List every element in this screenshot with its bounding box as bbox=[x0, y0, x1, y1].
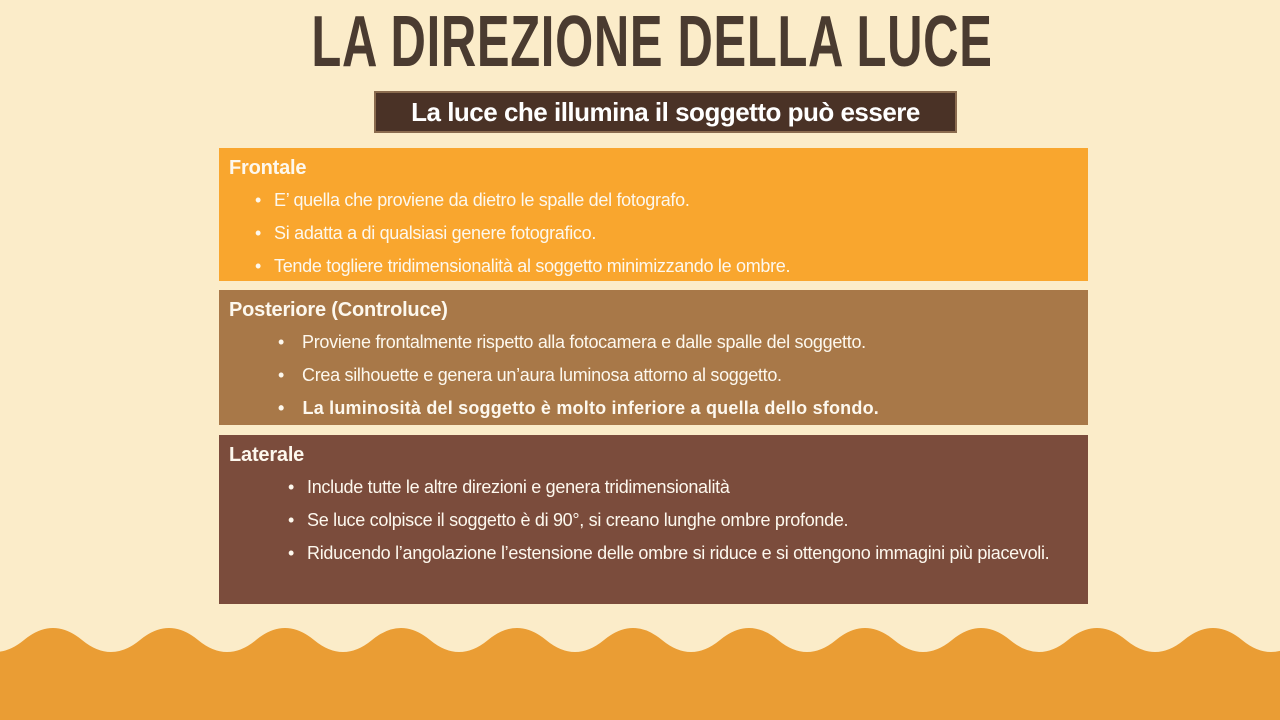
bullet-text: La luminosità del soggetto è molto inferiore a quella dello sfondo. bbox=[302, 398, 879, 418]
bullet-icon: • bbox=[288, 543, 295, 563]
bullet-item bbox=[229, 504, 1076, 537]
bullet-text: Se luce colpisce il soggetto è di 90°, si creano lunghe ombre profonde. bbox=[307, 510, 849, 530]
bullet-text: Si adatta a di qualsiasi genere fotografico. bbox=[274, 223, 597, 243]
bullet-text: Tende togliere tridimensionalità al soggetto minimizzando le ombre. bbox=[274, 256, 791, 276]
bullet-text: E’ quella che proviene da dietro le spalle del fotografo. bbox=[274, 190, 690, 210]
bullet-icon: • bbox=[255, 256, 262, 276]
bullet-icon: • bbox=[278, 398, 285, 418]
section-heading: Frontale bbox=[229, 157, 307, 179]
bullet-icon: • bbox=[278, 365, 285, 385]
section-heading: Laterale bbox=[229, 444, 305, 466]
bullet-item bbox=[229, 326, 1076, 359]
bullet-item bbox=[229, 250, 1076, 281]
bullet-text: Include tutte le altre direzioni e genera tridimensionalità bbox=[307, 477, 730, 497]
wave-footer-decoration bbox=[0, 620, 1280, 720]
section-frontale bbox=[219, 148, 1088, 281]
bullet-item bbox=[229, 471, 1076, 504]
light-direction-sections bbox=[219, 148, 1088, 604]
bullet-icon: • bbox=[255, 223, 262, 243]
bullet-item bbox=[229, 359, 1076, 392]
section-posteriore bbox=[219, 290, 1088, 425]
section-heading: Posteriore (Controluce) bbox=[229, 299, 448, 321]
slide-title: LA DIREZIONE DELLA LUCE bbox=[311, 2, 993, 82]
bullet-item bbox=[229, 537, 1076, 570]
bullet-item bbox=[229, 392, 1076, 425]
wave-shape bbox=[0, 628, 1280, 720]
subtitle-banner bbox=[374, 91, 957, 133]
bullet-text: Crea silhouette e genera un’aura luminosa attorno al soggetto. bbox=[302, 365, 782, 385]
bullet-icon: • bbox=[278, 332, 285, 352]
bullet-text: Riducendo l’angolazione l’estensione delle ombre si riduce e si ottengono immagini più piacevoli. bbox=[307, 543, 1050, 563]
bullet-item bbox=[229, 184, 1076, 217]
bullet-icon: • bbox=[255, 190, 262, 210]
bullet-text: Proviene frontalmente rispetto alla fotocamera e dalle spalle del soggetto. bbox=[302, 332, 866, 352]
bullet-item bbox=[229, 217, 1076, 250]
subtitle-text: La luce che illumina il soggetto può essere bbox=[411, 96, 920, 127]
bullet-icon: • bbox=[288, 510, 295, 530]
bullet-icon: • bbox=[288, 477, 295, 497]
section-laterale bbox=[219, 435, 1088, 604]
